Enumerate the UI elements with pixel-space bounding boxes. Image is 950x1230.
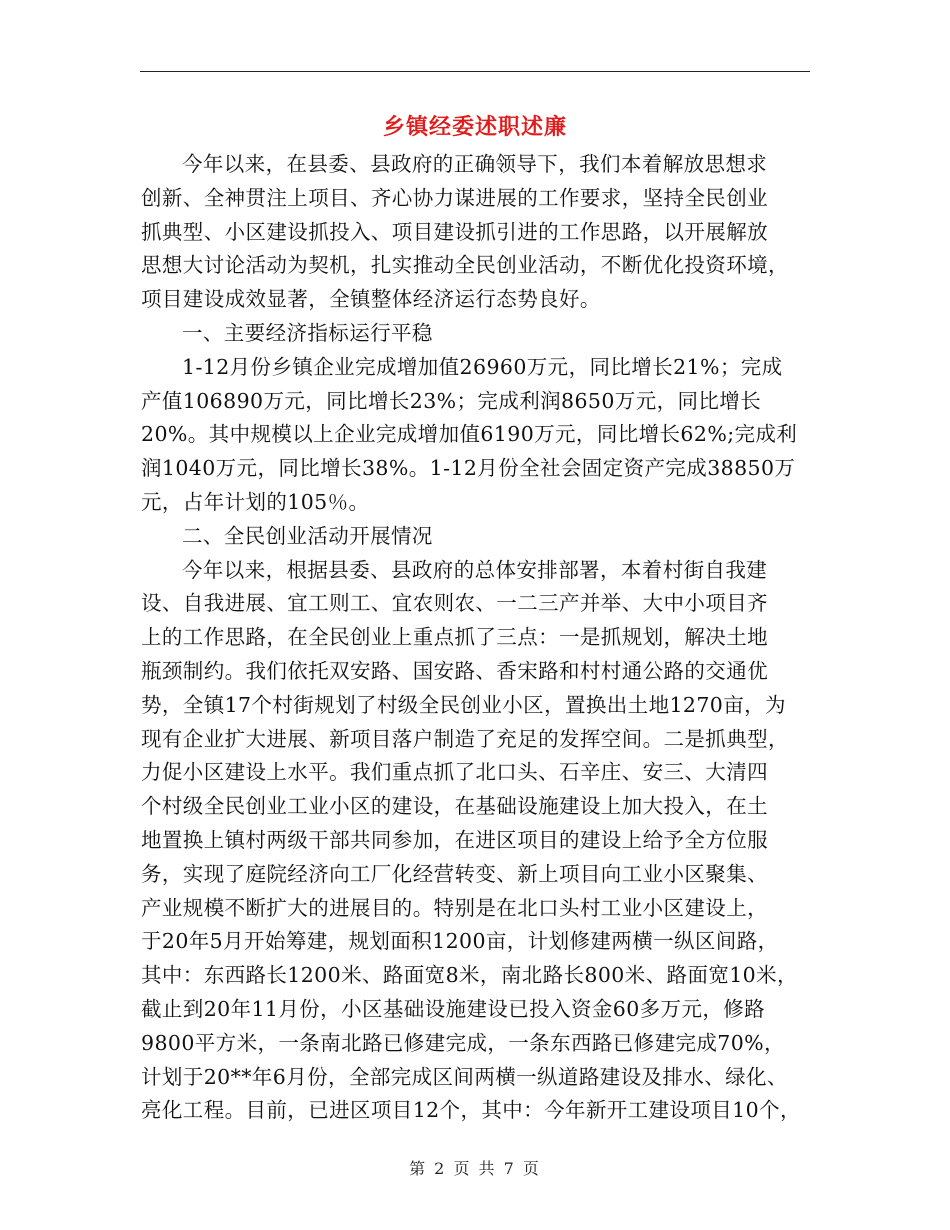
text-line: 20%。其中规模以上企业完成增加值6190万元，同比增长62%;完成利 xyxy=(141,422,798,447)
text-line: 地置换上镇村两级干部共同参加，在进区项目的建设上给予全方位服 xyxy=(141,827,768,852)
text-line: 今年以来，在县委、县政府的正确领导下，我们本着解放思想求 xyxy=(182,152,768,176)
text-line: 思想大讨论活动为契机，扎实推动全民创业活动，不断优化投资环境， xyxy=(141,253,789,278)
text-line: 抓典型、小区建设抓投入、项目建设抓引进的工作思路，以开展解放 xyxy=(141,219,768,244)
text-line: 产值106890万元，同比增长23%；完成利润8650万元，同比增长 xyxy=(141,388,762,413)
header-rule xyxy=(140,71,810,72)
document-title: 乡镇经委述职述廉 xyxy=(382,114,567,140)
text-line: 上的工作思路，在全民创业上重点抓了三点：一是抓规划，解决土地 xyxy=(141,625,768,650)
text-line: 亮化工程。目前，已进区项目12个，其中：今年新开工建设项目10个， xyxy=(141,1098,801,1123)
text-line: 9800平方米，一条南北路已修建完成，一条东西路已修建完成70%， xyxy=(141,1030,785,1055)
text-line: 务，实现了庭院经济向工厂化经营转变、新上项目向工业小区聚集、 xyxy=(141,861,768,886)
text-line: 一、主要经济指标运行平稳 xyxy=(182,320,433,345)
text-line: 现有企业扩大进展、新项目落户制造了充足的发挥空间。二是抓典型， xyxy=(141,726,789,751)
text-line: 产业规模不断扩大的进展目的。特别是在北口头村工业小区建设上， xyxy=(141,895,768,920)
text-line: 项目建设成效显著，全镇整体经济运行态势良好。 xyxy=(141,287,601,312)
text-line: 今年以来，根据县委、县政府的总体安排部署，本着村街自我建 xyxy=(182,557,768,582)
text-line: 元，占年计划的105％。 xyxy=(141,489,370,514)
text-line: 二、全民创业活动开展情况 xyxy=(182,523,433,548)
text-line: 于20年5月开始筹建，规划面积1200亩，计划修建两横一纵区间路， xyxy=(141,929,779,954)
text-line: 润1040万元，同比增长38%。1-12月份全社会固定资产完成38850万 xyxy=(141,456,796,481)
text-line: 截止到20年11月份，小区基础设施建设已投入资金60多万元，修路 xyxy=(141,996,766,1021)
text-line: 其中：东西路长1200米、路面宽8米，南北路长800米、路面宽10米， xyxy=(141,963,798,988)
document-body xyxy=(141,148,831,1128)
text-line: 创新、全神贯注上项目、齐心协力谋进展的工作要求，坚持全民创业 xyxy=(141,185,768,210)
page-footer: 第 2 页 共 7 页 xyxy=(409,1159,541,1178)
text-line: 计划于20**年6月份，全部完成区间两横一纵道路建设及排水、绿化、 xyxy=(141,1064,788,1089)
text-line: 设、自我进展、宜工则工、宜农则农、一二三产并举、大中小项目齐 xyxy=(141,591,768,616)
text-line: 力促小区建设上水平。我们重点抓了北口头、石辛庄、安三、大清四 xyxy=(141,760,768,785)
text-line: 势，全镇17个村街规划了村级全民创业小区，置换出土地1270亩，为 xyxy=(141,692,786,717)
text-line: 个村级全民创业工业小区的建设，在基础设施建设上加大投入，在土 xyxy=(141,794,768,819)
text-line: 瓶颈制约。我们依托双安路、国安路、香宋路和村村通公路的交通优 xyxy=(141,658,768,683)
text-line: 1-12月份乡镇企业完成增加值26960万元，同比增长21%；完成 xyxy=(182,354,783,379)
